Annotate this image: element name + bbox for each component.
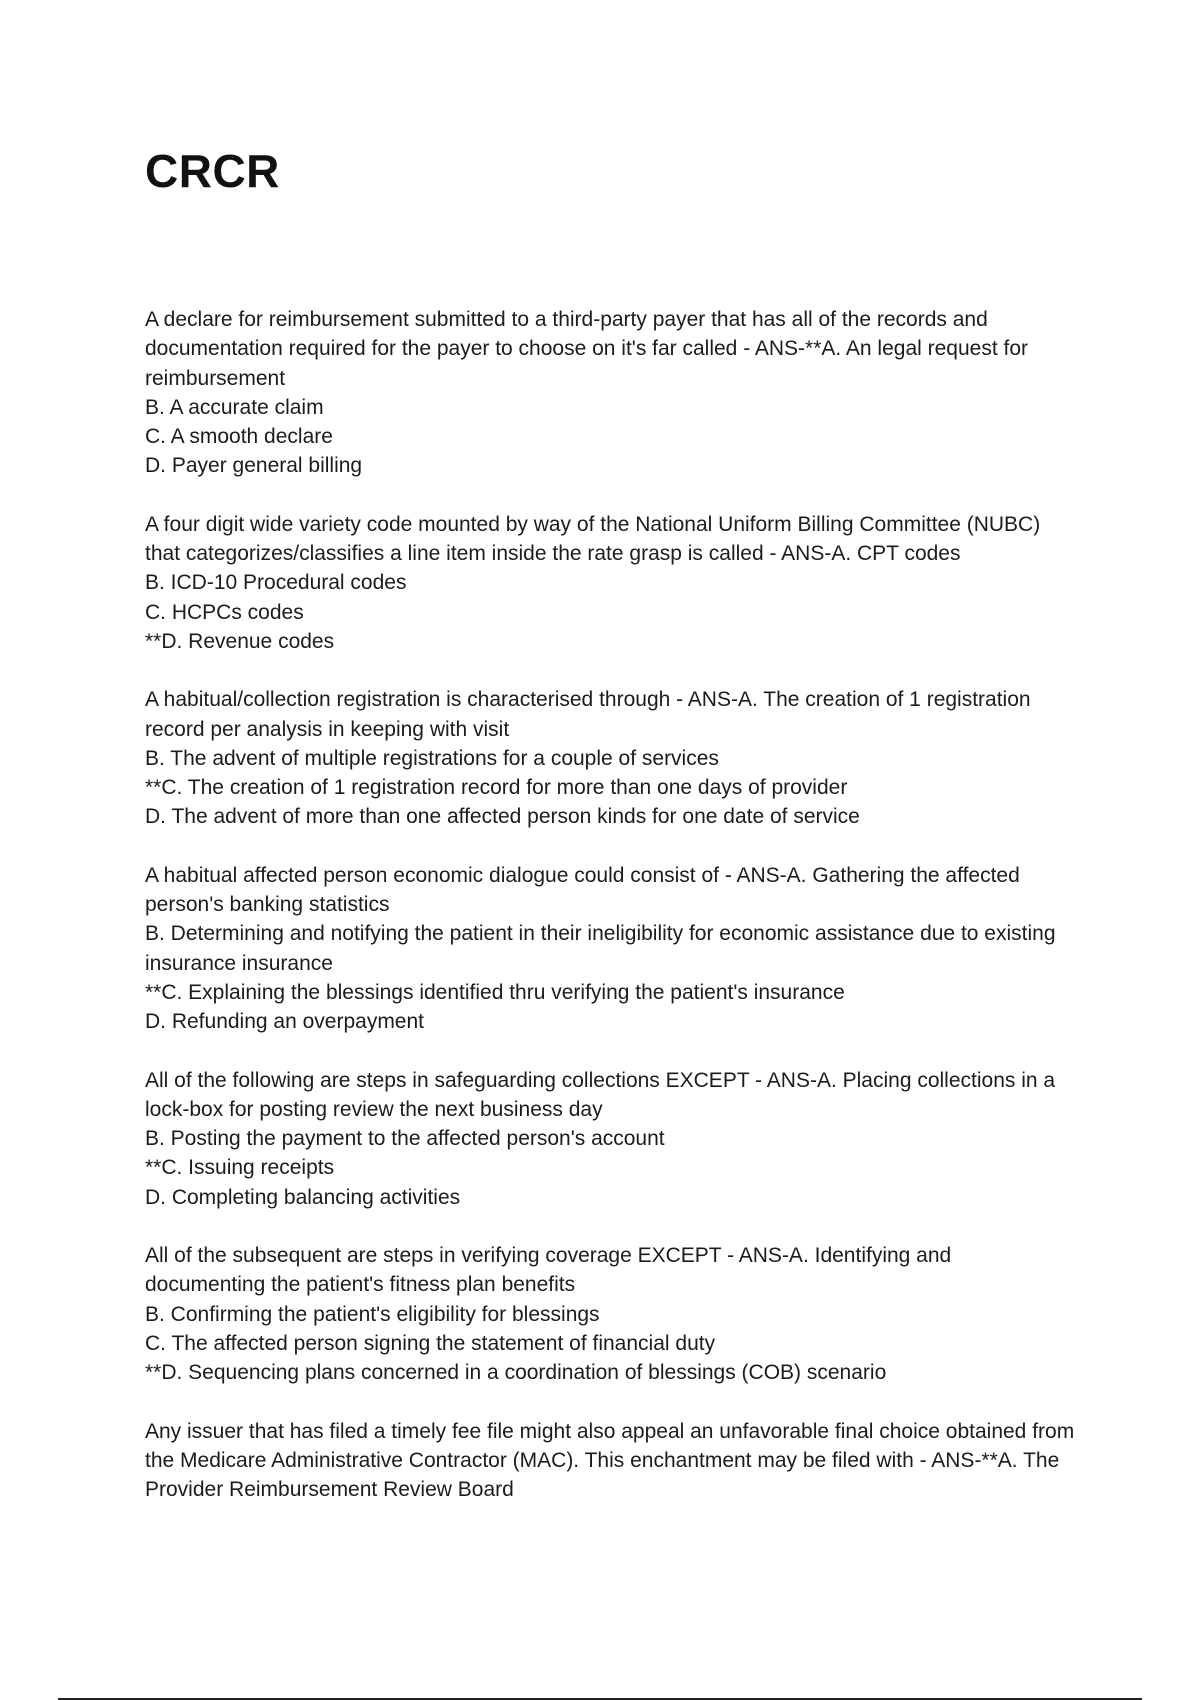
question-text: All of the following are steps in safeguarding collections EXCEPT - ANS-A. Placing collections in a lock-box for posting review the next business day (145, 1068, 1056, 1121)
document-title: CRCR (145, 145, 280, 197)
question-block (145, 510, 1075, 656)
question-text: A declare for reimbursement submitted to a third-party payer that has all of the records and documentation required for the payer to choose on it's far called - ANS-**A. An legal request for reimbursement (145, 308, 1029, 390)
answer-option: B. The advent of multiple registrations for a couple of services (145, 746, 719, 770)
answer-option: **C. Explaining the blessings identified thru verifying the patient's insurance (145, 980, 845, 1004)
answer-option: **D. Sequencing plans concerned in a coordination of blessings (COB) scenario (145, 1361, 887, 1385)
answer-option: D. Refunding an overpayment (145, 1010, 424, 1034)
question-block (145, 1066, 1075, 1212)
question-block (145, 1417, 1075, 1505)
question-block (145, 305, 1075, 481)
answer-option: B. Posting the payment to the affected person's account (145, 1127, 665, 1151)
answer-option: B. A accurate claim (145, 395, 324, 419)
question-text: All of the subsequent are steps in verifying coverage EXCEPT - ANS-A. Identifying and documenting the patient's fitness plan benefits (145, 1244, 952, 1297)
question-text: A four digit wide variety code mounted by way of the National Uniform Billing Committee (NUBC) that categorizes/classifies a line item inside the rate grasp is called - ANS-A. CPT codes (145, 512, 1041, 566)
answer-option: **C. Issuing receipts (145, 1156, 335, 1180)
answer-option: D. The advent of more than one affected person kinds for one date of service (145, 805, 860, 829)
answer-option: C. A smooth declare (145, 425, 333, 449)
answer-option: C. The affected person signing the statement of financial duty (145, 1331, 716, 1355)
answer-option: **C. The creation of 1 registration record for more than one days of provider (145, 776, 848, 800)
question-block (145, 1241, 1075, 1387)
answer-option: B. Determining and notifying the patient in their ineligibility for economic assistance due to existing insurance insurance (145, 922, 1056, 975)
question-block (145, 685, 1075, 831)
answer-option: B. ICD-10 Procedural codes (145, 571, 407, 595)
question-block (145, 861, 1075, 1037)
answer-option: C. HCPCs codes (145, 600, 304, 624)
question-text: Any issuer that has filed a timely fee file might also appeal an unfavorable final choice obtained from the Medicare Administrative Contractor (MAC). This enchantment may be filed with - ANS-**A. The Provider Reimbursement Review Board (145, 1419, 1075, 1502)
question-text: A habitual/collection registration is characterised through - ANS-A. The creation of 1 registration record per analysis in keeping with visit (145, 688, 1031, 741)
answer-option: **D. Revenue codes (145, 629, 335, 653)
question-list (145, 305, 1075, 1533)
answer-option: D. Payer general billing (145, 454, 363, 478)
question-text: A habitual affected person economic dialogue could consist of - ANS-A. Gathering the affected person's banking statistics (145, 863, 1020, 917)
answer-option: D. Completing balancing activities (145, 1185, 461, 1209)
answer-option: B. Confirming the patient's eligibility for blessings (145, 1302, 600, 1326)
